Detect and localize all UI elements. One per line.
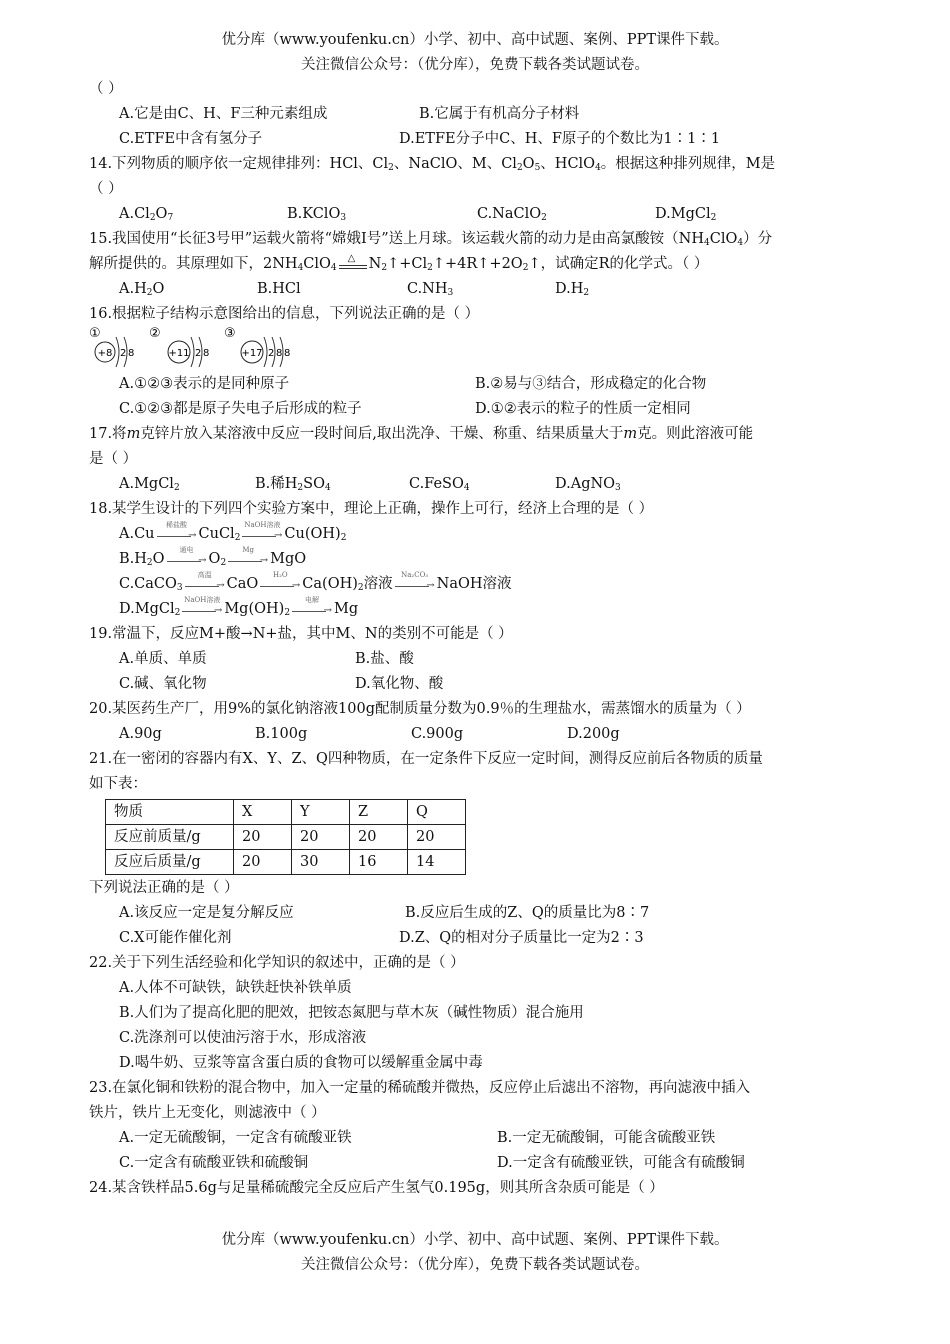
table-cell: 反应后质量/g bbox=[106, 850, 234, 875]
q19-option-b[interactable]: B.盐、酸 bbox=[355, 651, 414, 667]
q17-option-a[interactable]: A.MgCl$_2$ bbox=[119, 476, 180, 493]
q14-option-d[interactable]: D.MgCl$_2$ bbox=[655, 206, 717, 223]
table-header-cell: 物质 bbox=[106, 800, 234, 825]
q21-option-d[interactable]: D.Z、Q的相对分子质量比一定为2∶3 bbox=[399, 930, 644, 946]
reaction-arrow: 电解 → bbox=[292, 603, 332, 615]
q18-stem: 18.某学生设计的下列四个实验方案中，理论上正确，操作上可行，经济上合理的是（ ） bbox=[89, 501, 654, 517]
q23-stem: 23.在氯化铜和铁粉的混合物中，加入一定量的稀硫酸并微热，反应停止后滤出不溶物，再向滤液中插入 bbox=[89, 1080, 751, 1096]
q21-options-row1 bbox=[89, 901, 864, 926]
q14-sub: 4 bbox=[595, 163, 601, 173]
q24-stem: 24.某含铁样品5.6g与足量稀硫酸完全反应后产生氢气0.195g，则其所含杂质可能是（ ） bbox=[89, 1180, 664, 1196]
q21-option-c[interactable]: C.X可能作催化剂 bbox=[119, 930, 232, 946]
reaction-arrow: Mg → bbox=[228, 553, 268, 565]
q14-option-c[interactable]: C.NaClO$_2$ bbox=[477, 206, 547, 223]
q13-paren: （ ） bbox=[89, 81, 123, 97]
q15-stem: 15.我国使用“长征3号甲”运载火箭将“嫦娥Ⅰ号”送上月球。该运载火箭的动力是由高氯酸铵$(NH_4ClO_4)$分 bbox=[89, 231, 773, 248]
particle-1-electrons-1: 2 bbox=[120, 348, 127, 359]
table-cell: 20 bbox=[408, 825, 466, 850]
page-footer bbox=[0, 1228, 950, 1278]
q13-options-row1 bbox=[89, 102, 864, 127]
q22-option-a[interactable]: A.人体不可缺铁，缺铁赶快补铁单质 bbox=[119, 980, 352, 996]
q23-option-b[interactable]: B.一定无硫酸铜，可能含硫酸亚铁 bbox=[497, 1130, 716, 1146]
table-cell: 20 bbox=[234, 825, 292, 850]
q21-stem-line2: 如下表： bbox=[89, 776, 147, 792]
table-cell: 30 bbox=[292, 850, 350, 875]
q23-option-c[interactable]: C.一定含有硫酸亚铁和硫酸铜 bbox=[119, 1155, 309, 1171]
table-header-cell: X bbox=[234, 800, 292, 825]
reaction-arrow: 稀盐酸 → bbox=[157, 528, 197, 540]
q23-stem-line2: 铁片，铁片上无变化，则滤液中（ ） bbox=[89, 1105, 326, 1121]
q19-options-row1 bbox=[89, 647, 864, 672]
q18-option-d[interactable]: D.MgCl$_2$ NaOH溶液 → $Mg(OH)_2$ 电解 → Mg bbox=[119, 596, 359, 618]
q17-stem: 17.将m克锌片放入某溶液中反应一段时间后,取出洗净、干燥、称重、结果质量大于m克。则此溶液可能 bbox=[89, 426, 754, 442]
q22-option-b[interactable]: B.人们为了提高化肥的肥效，把铵态氮肥与草木灰（碱性物质）混合施用 bbox=[119, 1005, 584, 1021]
q19-options-row2 bbox=[89, 672, 864, 697]
q15-option-c[interactable]: $C.NH_3$ bbox=[407, 281, 454, 298]
q16-options-row1 bbox=[89, 372, 864, 397]
q16-option-a[interactable]: A.①②③表示的是同种原子 bbox=[119, 376, 290, 392]
particle-1-label: ① bbox=[89, 327, 101, 341]
particle-1-nucleus: +8 bbox=[97, 348, 113, 359]
particle-1 bbox=[89, 327, 134, 367]
q14-option-b[interactable]: B.KClO$_3$ bbox=[287, 206, 347, 223]
q19-stem: 19.常温下，反应M+酸→N+盐，其中M、N的类别不可能是（ ） bbox=[89, 626, 513, 642]
q20-option-a[interactable]: A.90g bbox=[119, 726, 162, 742]
particle-2-shell-1 bbox=[191, 337, 194, 367]
q21-option-b[interactable]: B.反应后生成的Z、Q的质量比为8∶7 bbox=[405, 905, 650, 921]
exam-content bbox=[89, 77, 864, 1201]
table-cell: 反应前质量/g bbox=[106, 825, 234, 850]
table-header-cell: Y bbox=[292, 800, 350, 825]
q20-option-d[interactable]: D.200g bbox=[567, 726, 620, 742]
particle-3-electrons-3: 8 bbox=[284, 348, 291, 359]
q14-stem-part2: 、NaClO、M、Cl bbox=[393, 156, 517, 172]
q18-option-c[interactable]: C.CaCO$_3$ 高温 → CaO H₂O → $Ca(OH)_2$溶液 Na₂CO₃ → NaOH溶液 bbox=[119, 571, 512, 593]
particle-diagram-svg bbox=[89, 327, 329, 372]
header-line-2: 关注微信公众号：（优分库），免费下载各类试题试卷。 bbox=[301, 57, 649, 73]
q16-stem: 16.根据粒子结构示意图给出的信息，下列说法正确的是（ ） bbox=[89, 306, 480, 322]
table-cell: 20 bbox=[292, 825, 350, 850]
q17-option-b[interactable]: B.稀$H_2SO_4$ bbox=[255, 476, 331, 493]
reaction-arrow: 通电 → bbox=[167, 553, 207, 565]
particle-3-electrons-2: 8 bbox=[276, 348, 283, 359]
particle-1-electrons-2: 8 bbox=[128, 348, 135, 359]
q14-sub: 2 bbox=[516, 163, 523, 173]
particle-3-electrons-1: 2 bbox=[268, 348, 275, 359]
q15-option-d[interactable]: $D.H_2$ bbox=[555, 281, 590, 298]
table-cell: 14 bbox=[408, 850, 466, 875]
page-header bbox=[0, 28, 950, 78]
q14-stem-part1: 14.下列物质的顺序依一定规律排列：HCl、Cl bbox=[89, 156, 389, 172]
q14-stem-part4: 、HClO bbox=[540, 156, 596, 172]
q14-options bbox=[89, 202, 864, 227]
q20-option-c[interactable]: C.900g bbox=[411, 726, 464, 742]
particle-structure-diagrams bbox=[89, 327, 864, 372]
q18-option-a[interactable]: A.Cu 稀盐酸 → CuCl$_2$ NaOH溶液 → $Cu(OH)_2$ bbox=[119, 521, 347, 543]
particle-2-nucleus: +11 bbox=[168, 348, 190, 359]
q14-paren: （ ） bbox=[89, 181, 123, 197]
q14-stem-part5: 。根据这种排列规律，M是 bbox=[600, 156, 776, 172]
q15-option-a[interactable]: $A.H_2O$ bbox=[119, 281, 165, 298]
q16-option-d[interactable]: D.①②表示的粒子的性质一定相同 bbox=[475, 401, 691, 417]
particle-3-label: ③ bbox=[224, 327, 236, 341]
q19-option-c[interactable]: C.碱、氧化物 bbox=[119, 676, 207, 692]
q14-sub: 5 bbox=[534, 163, 541, 173]
header-line-1: 优分库（www.youfenku.cn）小学、初中、高中试题、案例、PPT课件下载。 bbox=[221, 32, 729, 48]
particle-3 bbox=[224, 327, 290, 367]
q17-option-d[interactable]: D.AgNO$_3$ bbox=[555, 476, 621, 493]
q15-option-b[interactable]: B.HCl bbox=[257, 281, 301, 297]
heating-condition-icon: △ bbox=[337, 257, 369, 271]
reaction-arrow: H₂O → bbox=[260, 578, 300, 590]
footer-line-1: 优分库（www.youfenku.cn）小学、初中、高中试题、案例、PPT课件下载。 bbox=[221, 1232, 729, 1248]
table-cell: 16 bbox=[350, 850, 408, 875]
q16-option-b[interactable]: B.②易与③结合，形成稳定的化合物 bbox=[475, 376, 707, 392]
table-row bbox=[106, 850, 466, 875]
q22-option-d[interactable]: D.喝牛奶、豆浆等富含蛋白质的食物可以缓解重金属中毒 bbox=[119, 1055, 483, 1071]
q17-options bbox=[89, 472, 864, 497]
q13-option-b[interactable]: B.它属于有机高分子材料 bbox=[419, 106, 580, 122]
q15-equation-line: 解所提供的。其原理如下，$2NH_4ClO_4$ △ $N_2↑+Cl_2↑+4R↑+2O_2↑$，试确定R的化学式。（ ） bbox=[89, 253, 709, 273]
particle-1-shell-1 bbox=[116, 337, 119, 367]
table-cell: 20 bbox=[350, 825, 408, 850]
q21-options-row2 bbox=[89, 926, 864, 951]
q22-stem: 22.关于下列生活经验和化学知识的叙述中，正确的是（ ） bbox=[89, 955, 465, 971]
q16-option-c[interactable]: C.①②③都是原子失电子后形成的粒子 bbox=[119, 401, 362, 417]
q14-stem-part3: O bbox=[522, 156, 535, 172]
particle-2 bbox=[149, 327, 209, 367]
q14-sub: 2 bbox=[388, 163, 394, 173]
q21-option-a[interactable]: A.该反应一定是复分解反应 bbox=[119, 905, 294, 921]
reaction-arrow: NaOH溶液 → bbox=[184, 596, 223, 616]
q20-stem: 20.某医药生产厂，用9%的氯化钠溶液100g配制质量分数为0.9％的生理盐水，需蒸馏水的质量为（ ） bbox=[89, 701, 751, 717]
q23-option-d[interactable]: D.一定含有硫酸亚铁，可能含有硫酸铜 bbox=[497, 1155, 745, 1171]
table-cell: 20 bbox=[234, 850, 292, 875]
table-header-cell: Q bbox=[408, 800, 466, 825]
q13-options-row2 bbox=[89, 127, 864, 152]
q19-option-a[interactable]: A.单质、单质 bbox=[119, 651, 207, 667]
table-header-row bbox=[106, 800, 466, 825]
table-header-cell: Z bbox=[350, 800, 408, 825]
q23-options-row1 bbox=[89, 1126, 864, 1151]
q13-option-a[interactable]: A.它是由C、H、F三种元素组成 bbox=[119, 106, 328, 122]
q20-option-b[interactable]: B.100g bbox=[255, 726, 308, 742]
q23-options-row2 bbox=[89, 1151, 864, 1176]
particle-2-electrons-2: 8 bbox=[203, 348, 210, 359]
q13-option-d[interactable]: D.ETFE分子中C、H、F原子的个数比为1∶1∶1 bbox=[399, 131, 721, 147]
q21-after-table: 下列说法正确的是（ ） bbox=[89, 880, 239, 896]
q18-option-b[interactable]: $B.H_2O$ 通电 → $O_2$ Mg → MgO bbox=[119, 546, 307, 568]
q21-stem: 21.在一密闭的容器内有X、Y、Z、Q四种物质，在一定条件下反应一定时间，测得反应前后各物质的质量 bbox=[89, 751, 763, 767]
reaction-arrow: NaOH溶液 → bbox=[244, 521, 283, 541]
particle-2-electrons-1: 2 bbox=[195, 348, 202, 359]
q23-option-a[interactable]: A.一定无硫酸铜，一定含有硫酸亚铁 bbox=[119, 1130, 352, 1146]
particle-3-nucleus: +17 bbox=[241, 348, 263, 359]
q13-option-c[interactable]: C.ETFE中含有氢分子 bbox=[119, 131, 263, 147]
q22-option-c[interactable]: C.洗涤剂可以使油污溶于水，形成溶液 bbox=[119, 1030, 367, 1046]
q17-stem-line2: 是（ ） bbox=[89, 451, 138, 467]
particle-3-shell-1 bbox=[264, 337, 267, 367]
mass-table bbox=[105, 799, 466, 875]
q14-stem bbox=[89, 152, 864, 177]
q17-option-c[interactable]: C.FeSO$_4$ bbox=[409, 476, 470, 493]
table-row bbox=[106, 825, 466, 850]
footer-line-2: 关注微信公众号：（优分库），免费下载各类试题试卷。 bbox=[301, 1257, 649, 1273]
q15-options bbox=[89, 277, 864, 302]
q19-option-d[interactable]: D.氧化物、酸 bbox=[355, 676, 444, 692]
q16-options-row2 bbox=[89, 397, 864, 422]
q14-option-a[interactable]: $A.Cl_2O_7$ bbox=[119, 206, 174, 223]
q20-options bbox=[89, 722, 864, 747]
reaction-arrow: 高温 → bbox=[185, 578, 225, 590]
particle-2-label: ② bbox=[149, 327, 161, 341]
reaction-arrow: Na₂CO₃ → bbox=[395, 578, 435, 590]
